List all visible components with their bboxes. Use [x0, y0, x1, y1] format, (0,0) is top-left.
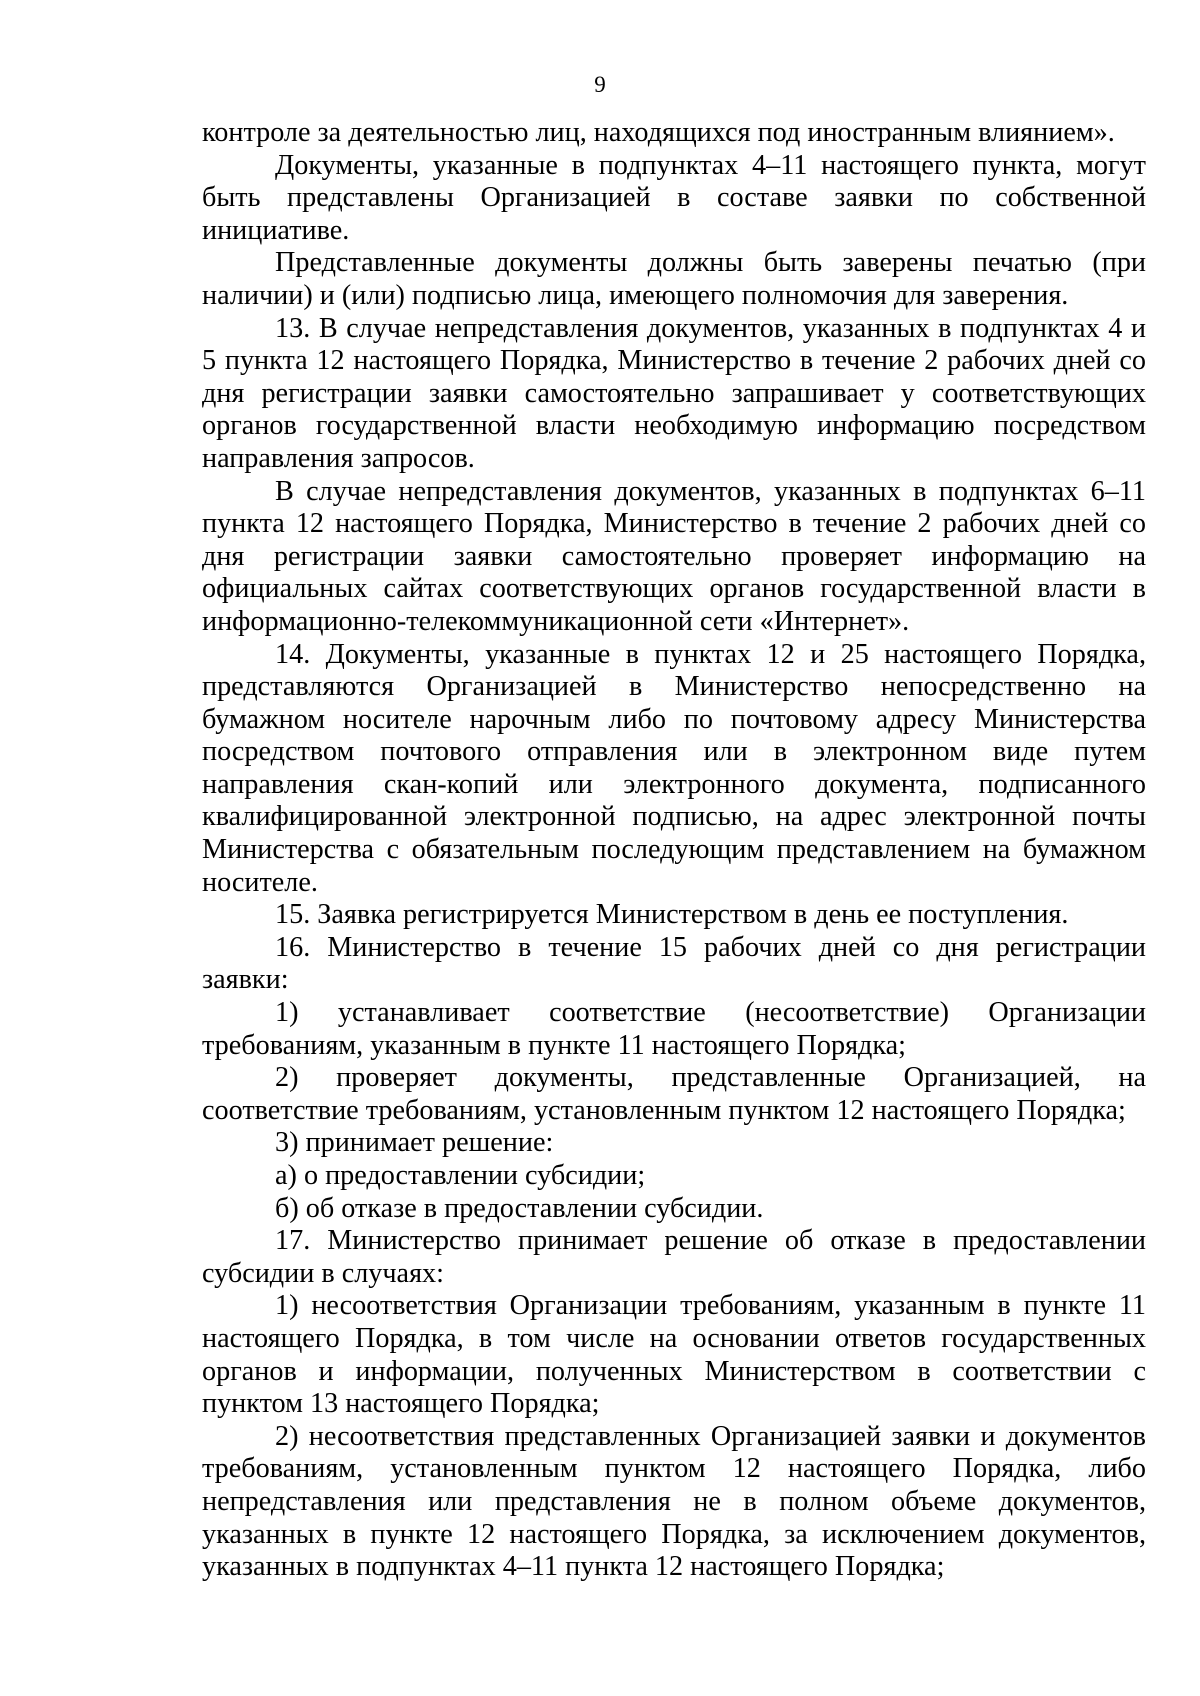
paragraph-documents-certification: Представленные документы должны быть заверены печатью (при наличии) и (или) подписью лица, имеющего полномочия для заверения. — [202, 247, 1146, 311]
page-number: 9 — [594, 72, 606, 97]
document-body — [202, 117, 1146, 1584]
list-item-17-2: 2) несоответствия представленных Организацией заявки и документов требованиям, установленным пунктом 12 настоящего Порядка, либо непредставления или представления не в полном объеме документов, указанных в пункте 12 настоящего Порядка, за исключением документов, указанных в подпунктах 4–11 пункта 12 настоящего Порядка; — [202, 1420, 1146, 1583]
paragraph-clause-16: 16. Министерство в течение 15 рабочих дней со дня регистрации заявки: — [202, 931, 1146, 996]
paragraph-clause-15: 15. Заявка регистрируется Министерством в день ее поступления. — [275, 899, 1069, 931]
paragraph-documents-initiative: Документы, указанные в подпунктах 4–11 настоящего пункта, могут быть представлены Организацией в составе заявки по собственной инициативе. — [202, 149, 1146, 246]
list-item-17-1: 1) несоответствия Организации требованиям, указанным в пункте 11 настоящего Порядка, в том числе на основании ответов государственных органов и информации, полученных Министерством в соответствии с пунктом 13 настоящего Порядка; — [202, 1290, 1146, 1420]
list-item-16-3-b: б) об отказе в предоставлении субсидии. — [275, 1192, 764, 1224]
paragraph-continuation: контроле за деятельностью лиц, находящихся под иностранным влиянием». — [202, 117, 1115, 148]
paragraph-clause-17: 17. Министерство принимает решение об отказе в предоставлении субсидии в случаях: — [202, 1225, 1146, 1289]
list-item-16-2: 2) проверяет документы, представленные Организацией, на соответствие требованиям, установленным пунктом 12 настоящего Порядка; — [202, 1062, 1146, 1126]
paragraph-clause-13: 13. В случае непредставления документов, указанных в подпунктах 4 и 5 пункта 12 настоящего Порядка, Министерство в течение 2 рабочих дней со дня регистрации заявки самостоятельно запрашивает у соответствующих органов государственной власти необходимую информацию посредством направления запросов. — [202, 312, 1146, 474]
list-item-16-3-a: а) о предоставлении субсидии; — [275, 1160, 646, 1191]
paragraph-clause-13-continued: В случае непредставления документов, указанных в подпунктах 6–11 пункта 12 настоящего Порядка, Министерство в течение 2 рабочих дней со дня регистрации заявки самостоятельно проверяет информацию на официальных сайтах соответствующих органов государственной власти в информационно-телекоммуникационной сети «Интернет». — [202, 475, 1146, 637]
list-item-16-3: 3) принимает решение: — [275, 1127, 554, 1159]
list-item-16-1: 1) устанавливает соответствие (несоответствие) Организации требованиям, указанным в пункте 11 настоящего Порядка; — [202, 997, 1146, 1061]
paragraph-clause-14: 14. Документы, указанные в пунктах 12 и 25 настоящего Порядка, представляются Организацией в Министерство непосредственно на бумажном носителе нарочным либо по почтовому адресу Министерства посредством почтового отправления или в электронном виде путем направления скан-копий или электронного документа, подписанного квалифицированной электронной подписью, на адрес электронной почты Министерства с обязательным последующим представлением на бумажном носителе. — [202, 638, 1146, 898]
